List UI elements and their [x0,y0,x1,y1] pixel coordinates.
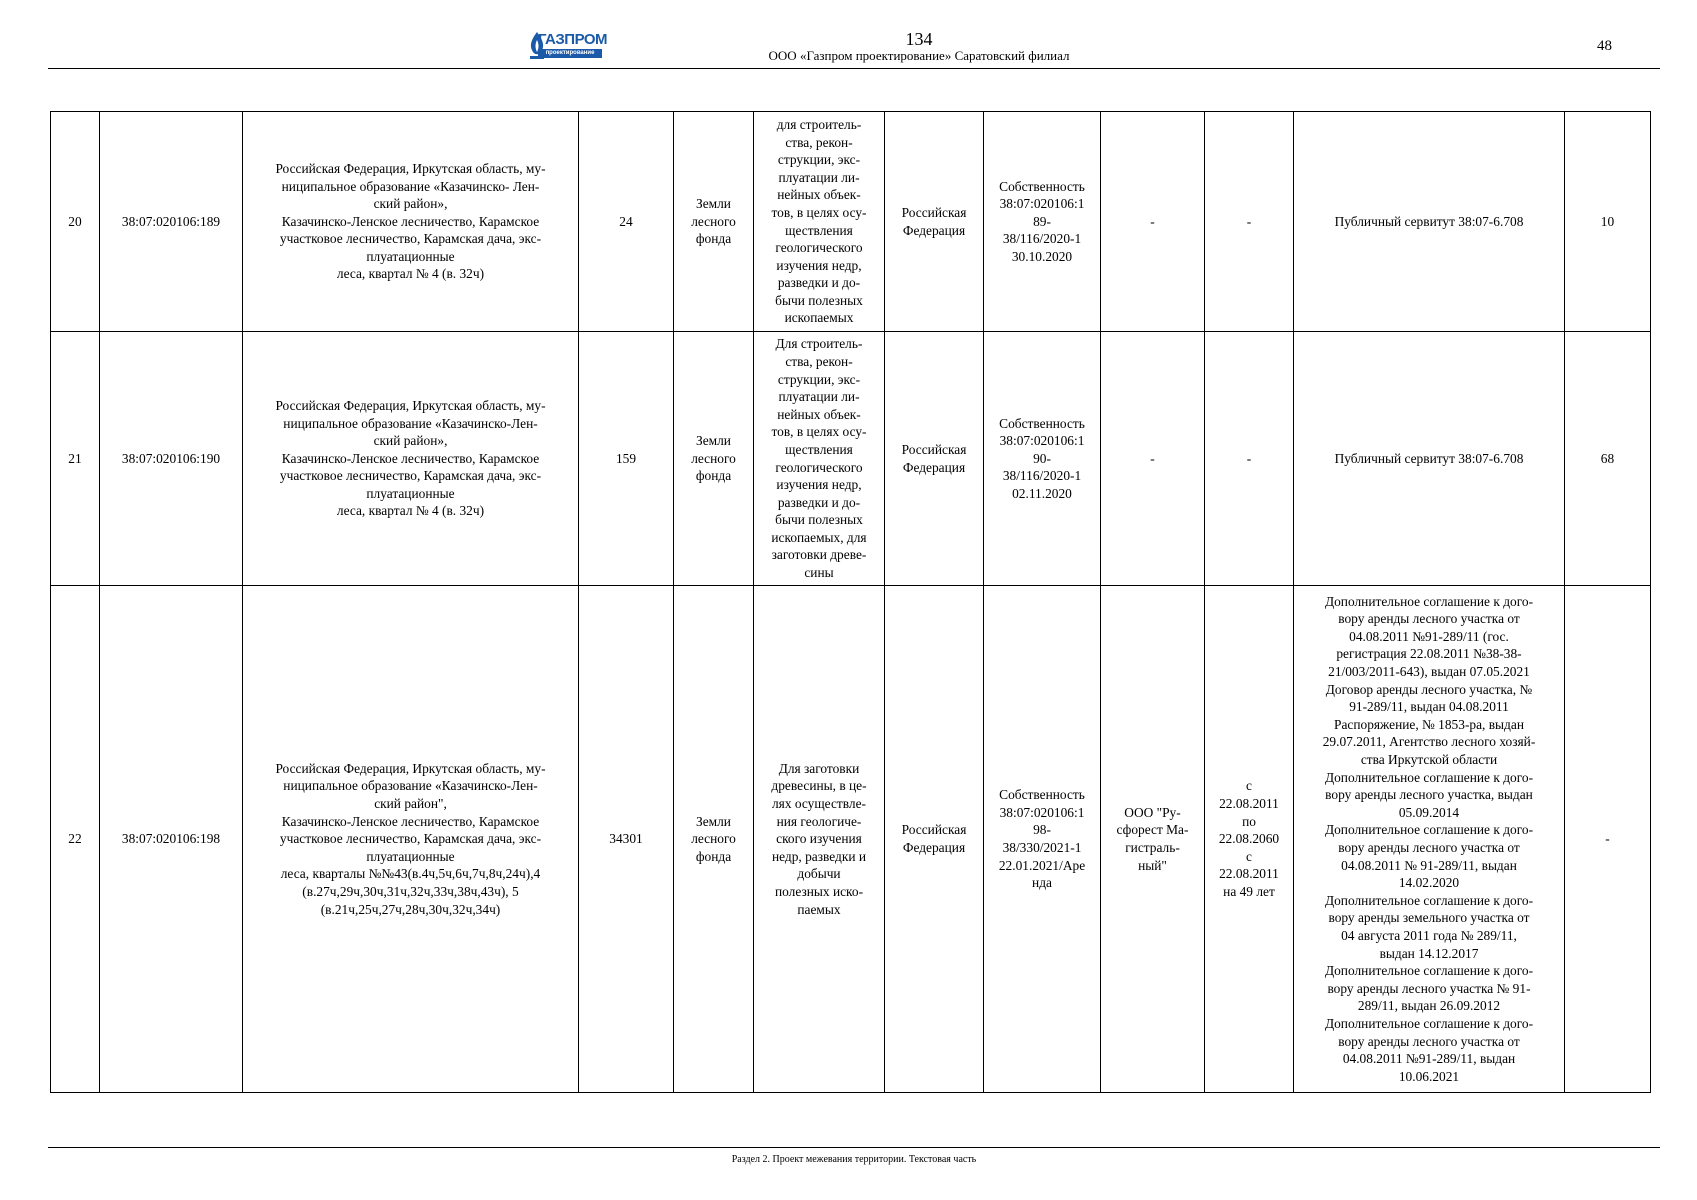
last-column-cell: 10 [1565,112,1651,332]
address-cell: Российская Федерация, Иркутская область, му- ниципальное образование «Казачинско-Лен- ский район», Казачинско-Ленское лесничество, Карамское участковое лесничество, Карамская дача, экс- плуатационные леса, квартал № 4 (в. 32ч) [243,332,579,586]
logo-text: ГАЗПРОМ [538,31,608,48]
cadastral-number: 38:07:020106:190 [100,332,243,586]
table-row [51,332,1651,586]
right-record-cell: Собственность 38:07:020106:1 89- 38/116/2020-1 30.10.2020 [984,112,1101,332]
logo-subtitle: проектирование [538,49,602,58]
encumbrance-cell: Публичный сервитут 38:07-6.708 [1294,332,1565,586]
right-record-cell: Собственность 38:07:020106:1 90- 38/116/2020-1 02.11.2020 [984,332,1101,586]
area-cell: 24 [579,112,674,332]
table-row [51,586,1651,1093]
term-cell: с 22.08.2011 по 22.08.2060 с 22.08.2011 на 49 лет [1205,586,1294,1093]
last-column-cell: - [1565,586,1651,1093]
right-record-cell: Собственность 38:07:020106:1 98- 38/330/2021-1 22.01.2021/Аре нда [984,586,1101,1093]
permitted-use-cell: для строитель- ства, рекон- струкции, экс- плуатации ли- нейных объек- тов, в целях осу- ществления геологического изучения недр, разведки и до- бычи полезных ископаемых [754,112,885,332]
encumbrance-cell: Публичный сервитут 38:07-6.708 [1294,112,1565,332]
address-cell: Российская Федерация, Иркутская область, му- ниципальное образование «Казачинско- Лен- ский район», Казачинско-Ленское лесничество, Карамское участковое лесничество, Карамская дача, экс- плуатационные леса, квартал № 4 (в. 32ч) [243,112,579,332]
land-category-cell: Земли лесного фонда [674,112,754,332]
land-category-cell: Земли лесного фонда [674,332,754,586]
holder-cell: - [1101,332,1205,586]
table-row [51,112,1651,332]
land-category-cell: Земли лесного фонда [674,586,754,1093]
page-footer [48,1147,1660,1165]
organization-name: ООО «Газпром проектирование» Саратовский филиал [768,48,1070,63]
footer-text: Раздел 2. Проект межевания территории. Текстовая часть [731,1154,977,1165]
holder-cell: - [1101,112,1205,332]
owner-cell: Российская Федерация [885,112,984,332]
cadastral-number: 38:07:020106:198 [100,586,243,1093]
last-column-cell: 68 [1565,332,1651,586]
parcel-table [50,111,1651,1093]
permitted-use-cell: Для строитель- ства, рекон- струкции, экс- плуатации ли- нейных объек- тов, в целях осу- ществления геологического изучения недр, разведки и до- бычи полезных ископаемых, для заготовки древе- сины [754,332,885,586]
row-number: 21 [51,332,100,586]
row-number: 20 [51,112,100,332]
area-cell: 34301 [579,586,674,1093]
area-cell: 159 [579,332,674,586]
page-number: 134 [905,29,933,49]
address-cell: Российская Федерация, Иркутская область, му- ниципальное образование «Казачинско-Лен- ский район", Казачинско-Ленское лесничество, Карамское участковое лесничество, Карамская дача, экс- плуатационные леса, кварталы №№43(в.4ч,5ч,6ч,7ч,8ч,24ч),4 (в.27ч,29ч,30ч,31ч,32ч,33ч,38ч,43ч), 5 (в.21ч,25ч,27ч,28ч,30ч,32ч,34ч) [243,586,579,1093]
encumbrance-cell: Дополнительное соглашение к дого- вору аренды лесного участка от 04.08.2011 №91-289/11 (гос. регистрация 22.08.2011 №38-38- 21/003/2011-643), выдан 07.05.2021 Договор аренды лесного участка, № 91-289/11, выдан 04.08.2011 Распоряжение, № 1853-ра, выдан 29.07.2011, Агентство лесного хозяй- ства Иркутской области Дополнительное соглашение к дого- вору аренды лесного участка, выдан 05.09.2014 Дополнительное соглашение к дого- вору аренды лесного участка от 04.08.2011 № 91-289/11, выдан 14.02.2020 Дополнительное соглашение к дого- вору аренды земельного участка от 04 августа 2011 года № 289/11, выдан 14.12.2017 Дополнительное соглашение к дого- вору аренды лесного участка № 91- 289/11, выдан 26.09.2012 Дополнительное соглашение к дого- вору аренды лесного участка от 04.08.2011 №91-289/11, выдан 10.06.2021 [1294,586,1565,1093]
row-number: 22 [51,586,100,1093]
page-header [48,0,1660,69]
permitted-use-cell: Для заготовки древесины, в це- лях осуществле- ния геологиче- ского изучения недр, разведки и добычи полезных иско- паемых [754,586,885,1093]
cadastral-number: 38:07:020106:189 [100,112,243,332]
term-cell: - [1205,112,1294,332]
term-cell: - [1205,332,1294,586]
holder-cell: ООО "Ру- сфорест Ма- гистраль- ный" [1101,586,1205,1093]
sheet-number: 48 [1597,38,1612,54]
owner-cell: Российская Федерация [885,332,984,586]
owner-cell: Российская Федерация [885,586,984,1093]
